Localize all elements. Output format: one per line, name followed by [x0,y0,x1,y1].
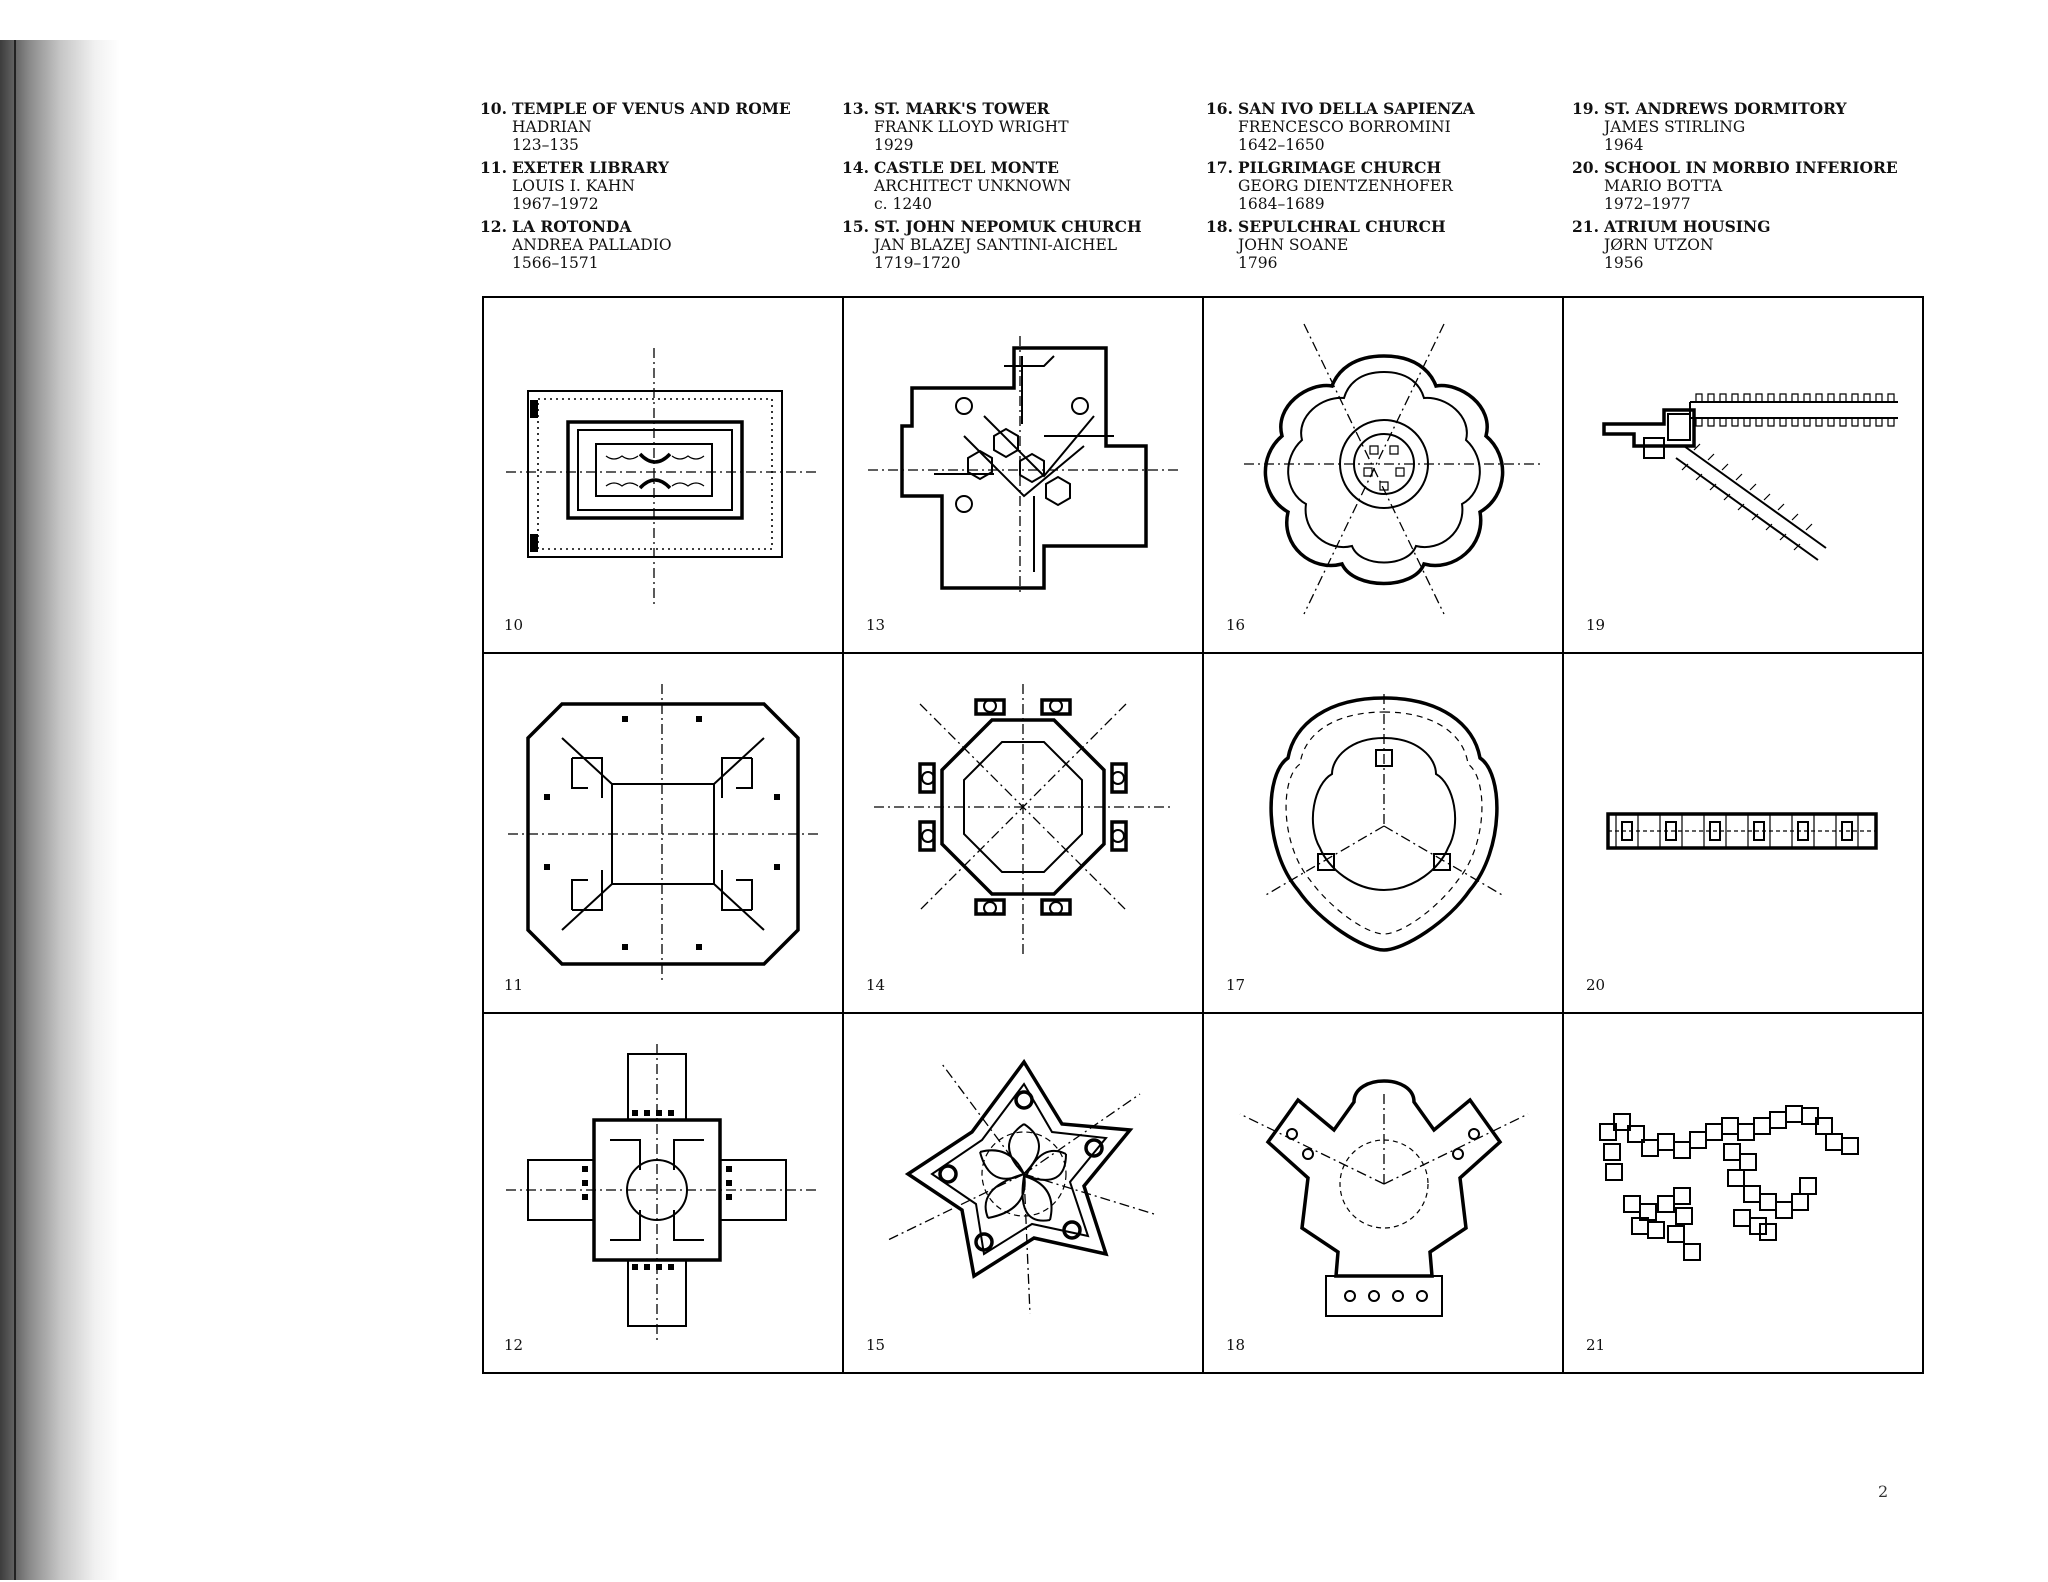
caption-number: 19. [1572,99,1599,118]
page-number: 2 [1878,1482,1889,1501]
caption-number: 18. [1206,217,1233,236]
plan-cell-pilgrimage-church [1204,654,1564,1014]
caption-date: 1684–1689 [1238,195,1325,213]
la-rotonda-plan-icon [482,1014,842,1372]
plan-cell-st-marks-tower [844,296,1204,654]
exeter-library-plan-icon [482,654,842,1012]
caption-architect: JØRN UTZON [1604,236,1714,254]
caption-date: 1929 [874,136,914,154]
st-marks-tower-plan-icon [844,296,1202,652]
caption-title: ST. ANDREWS DORMITORY [1604,99,1847,118]
caption-architect: GEORG DIENTZENHOFER [1238,177,1453,195]
caption-entry [480,218,830,272]
plan-cell-sepulchral-church [1204,1014,1564,1374]
caption-title: EXETER LIBRARY [512,158,669,177]
caption-column-1 [480,100,830,277]
caption-entry [1206,159,1556,213]
caption-number: 16. [1206,99,1233,118]
caption-architect: FRENCESCO BORROMINI [1238,118,1451,136]
temple-venus-rome-plan-icon [482,296,842,652]
caption-title: LA ROTONDA [512,217,632,236]
caption-date: 1972–1977 [1604,195,1691,213]
caption-entry [842,218,1192,272]
caption-entry [480,100,830,154]
caption-title: SCHOOL IN MORBIO INFERIORE [1604,158,1898,177]
caption-date: 1642–1650 [1238,136,1325,154]
caption-architect: JAMES STIRLING [1604,118,1746,136]
caption-architect: ARCHITECT UNKNOWN [874,177,1072,195]
caption-title: SEPULCHRAL CHURCH [1238,217,1446,236]
plan-label: 20 [1586,976,1606,994]
caption-entry [842,100,1192,154]
caption-date: 1964 [1604,136,1644,154]
plan-cell-la-rotonda [482,1014,844,1374]
caption-column-4 [1572,100,1922,277]
caption-number: 15. [842,217,869,236]
plan-label: 13 [866,616,886,634]
caption-architect: MARIO BOTTA [1604,177,1723,195]
caption-title: CASTLE DEL MONTE [874,158,1059,177]
caption-title: ST. JOHN NEPOMUK CHURCH [874,217,1142,236]
caption-number: 11. [480,158,507,177]
caption-architect: HADRIAN [512,118,592,136]
caption-column-3 [1206,100,1556,277]
caption-date: 1956 [1604,254,1644,272]
st-john-nepomuk-plan-icon [844,1014,1202,1372]
caption-date: 1719–1720 [874,254,961,272]
scan-shadow-edge [0,40,120,1580]
atrium-housing-plan-icon [1564,1014,1922,1372]
caption-architect: JOHN SOANE [1238,236,1349,254]
plan-label: 16 [1226,616,1246,634]
caption-architect: ANDREA PALLADIO [512,236,672,254]
caption-title: ATRIUM HOUSING [1604,217,1771,236]
plan-label: 15 [866,1336,886,1354]
caption-column-2 [842,100,1192,277]
plan-cell-st-john-nepomuk [844,1014,1204,1374]
caption-date: 1967–1972 [512,195,599,213]
caption-date: 1566–1571 [512,254,599,272]
caption-title: SAN IVO DELLA SAPIENZA [1238,99,1475,118]
caption-entry [1206,218,1556,272]
plan-label: 10 [504,616,524,634]
caption-number: 20. [1572,158,1599,177]
plan-label: 21 [1586,1336,1606,1354]
plan-label: 18 [1226,1336,1246,1354]
caption-entry [1572,159,1922,213]
plan-cell-atrium-housing [1564,1014,1924,1374]
scan-binding-line [14,40,16,1580]
caption-date: 123–135 [512,136,579,154]
caption-number: 12. [480,217,507,236]
plan-grid [482,296,1924,1374]
plan-label: 12 [504,1336,524,1354]
caption-title: PILGRIMAGE CHURCH [1238,158,1442,177]
plan-label: 17 [1226,976,1246,994]
plan-cell-castle-del-monte [844,654,1204,1014]
plan-label: 11 [504,976,524,994]
plan-cell-morbio-school [1564,654,1924,1014]
plan-cell-temple-venus-rome [482,296,844,654]
caption-title: ST. MARK'S TOWER [874,99,1050,118]
plan-cell-san-ivo [1204,296,1564,654]
caption-entry [842,159,1192,213]
caption-date: 1796 [1238,254,1278,272]
plan-cell-exeter-library [482,654,844,1014]
caption-architect: JAN BLAZEJ SANTINI-AICHEL [874,236,1118,254]
caption-entry [1572,100,1922,154]
san-ivo-plan-icon [1204,296,1562,652]
plan-label: 19 [1586,616,1606,634]
caption-entry [1206,100,1556,154]
st-andrews-plan-icon [1564,296,1922,652]
caption-title: TEMPLE OF VENUS AND ROME [512,99,791,118]
castle-del-monte-plan-icon [844,654,1202,1012]
caption-number: 14. [842,158,869,177]
morbio-school-plan-icon [1564,654,1922,1012]
caption-number: 21. [1572,217,1599,236]
caption-architect: LOUIS I. KAHN [512,177,635,195]
caption-number: 13. [842,99,869,118]
caption-architect: FRANK LLOYD WRIGHT [874,118,1069,136]
plan-cell-st-andrews [1564,296,1924,654]
plan-label: 14 [866,976,886,994]
sepulchral-church-plan-icon [1204,1014,1562,1372]
caption-entry [480,159,830,213]
caption-number: 17. [1206,158,1233,177]
pilgrimage-church-plan-icon [1204,654,1562,1012]
caption-block [480,100,1910,282]
caption-entry [1572,218,1922,272]
caption-number: 10. [480,99,507,118]
caption-date: c. 1240 [874,195,932,213]
